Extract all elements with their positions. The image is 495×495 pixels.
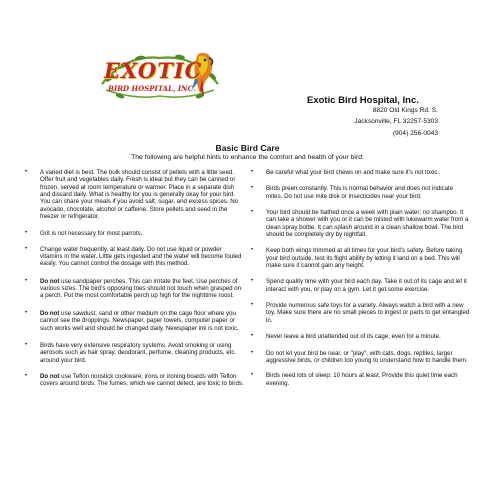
care-tip-item bbox=[25, 245, 245, 268]
bullet-icon: • bbox=[251, 209, 254, 216]
care-tip-item bbox=[251, 169, 471, 176]
care-tip-text: Never leave a bird unattended out of its cage, even for a minute. bbox=[266, 333, 441, 341]
care-tip-text: use sandpaper perches. This can irritate the feet. Use perches of various sizes. The bird's opposing toes should not touch when grasped on a perch. Put the most comfortable perch up high for the nighttime roost. bbox=[40, 277, 242, 300]
care-tip-item bbox=[25, 372, 245, 388]
bullet-icon: • bbox=[25, 230, 28, 237]
care-tip-item bbox=[251, 185, 471, 200]
care-tip-text: Birds need lots of sleep; 10 hours at least. Provide this quiet time each evening. bbox=[266, 372, 458, 387]
bullet-icon: • bbox=[251, 278, 254, 285]
care-tip-text: Birds have very extensive respiratory systems. Avoid smoking or using aerosols such as hair spray, deodorant, perfume, cleaning products, etc. around your bird. bbox=[40, 341, 237, 364]
care-tip-text: use sawdust, sand or other medium on the cage floor where you cannot see the droppings. Newspaper, paper towels, computer paper or such works well and should be changed daily. Newspaper ink is not toxic. bbox=[40, 309, 239, 332]
bullet-icon: • bbox=[25, 341, 28, 348]
hospital-logo bbox=[96, 44, 224, 114]
care-tip-item bbox=[251, 302, 471, 324]
care-tip-text: Grit is not necessary for most parrots. bbox=[40, 230, 143, 238]
care-tip-text: use Teflon nonstick cookware, irons or ironing boards with Teflon covers around birds. The fumes, which we cannot detect, are toxic to birds. bbox=[40, 372, 244, 388]
care-tip-text: Change water frequently, at least daily. Do not use liquid or powder vitamins in the water. Little gets ingested and the water will become fouled easily. You cannot control the dosage with this method. bbox=[40, 245, 242, 268]
care-tip-item bbox=[251, 372, 471, 387]
logo-text-bird-hospital: BIRD HOSPITAL, INC. bbox=[108, 84, 196, 93]
care-tips-right-column bbox=[251, 169, 471, 387]
page-title: Basic Bird Care bbox=[215, 143, 280, 153]
care-tips-left-column bbox=[25, 169, 245, 388]
care-tip-emphasis: Do not bbox=[40, 372, 60, 380]
bullet-icon: • bbox=[251, 333, 254, 340]
care-tip-text: Do not let your bird be near, or "play", with cats, dogs, reptiles, larger aggressive birds, or children too young to understand how to handle them. bbox=[266, 349, 468, 364]
bullet-icon: • bbox=[251, 302, 254, 309]
bullet-icon: • bbox=[251, 349, 254, 356]
care-tip-emphasis: Do not bbox=[40, 309, 60, 317]
care-tip-emphasis: Do not bbox=[40, 277, 60, 285]
care-tip-item bbox=[25, 341, 245, 364]
care-tip-item bbox=[251, 333, 471, 341]
phone-number: (904) 256-0043 bbox=[392, 130, 438, 137]
logo-text-exotic: EXOTIC bbox=[104, 58, 203, 83]
care-tip-item bbox=[25, 230, 245, 238]
address-line-1: 8820 Old Kings Rd. S. bbox=[372, 107, 438, 114]
care-tip-text: Provide numerous safe toys for a variety. Always watch a bird with a new toy. Make sure there are no small pieces to ingest or parts to get entangled in. bbox=[266, 302, 470, 324]
care-tip-text: Be careful what your bird chews on and make sure it's not toxic. bbox=[266, 169, 440, 176]
hospital-name: Exotic Bird Hospital, Inc. bbox=[307, 95, 419, 106]
care-tip-item bbox=[25, 309, 245, 332]
page-subtitle: The following are helpful hints to enhance the comfort and health of your bird: bbox=[131, 154, 364, 161]
bullet-icon: • bbox=[25, 309, 28, 316]
bullet-icon: • bbox=[25, 169, 28, 175]
bullet-icon: • bbox=[25, 245, 28, 252]
care-tip-item bbox=[251, 349, 471, 365]
care-tip-item bbox=[251, 278, 471, 293]
bullet-icon: • bbox=[25, 372, 28, 379]
bullet-icon: • bbox=[251, 169, 254, 175]
care-tip-item bbox=[251, 247, 471, 270]
care-tip-text: Your bird should be bathed once a week with plain water; no shampoo. It can take a shower with you or it can be misted with lukewarm water from a clean spray bottle. It can splash around in a clean shallow bowl. The bird should be completely dry by nightfall. bbox=[266, 209, 469, 239]
bullet-icon: • bbox=[251, 372, 254, 379]
care-tip-text: Keep both wings trimmed at all times for your bird's safety. Before taking your bird outside, test its flight ability by letting it land on a bed. This will make sure it cannot gain any height. bbox=[266, 247, 463, 270]
address-line-2: Jacksonville, FL 32257-5303 bbox=[354, 118, 438, 125]
bullet-icon: • bbox=[251, 185, 254, 192]
bullet-icon: • bbox=[251, 247, 254, 254]
care-tip-text: A varied diet is best. The bulk should consist of pellets with a little seed. Offer fruit and vegetables daily. Fresh is ideal but they can be canned or frozen, served at room temperature or warmer. Place in a separate dish and discard daily. What is healthy for you is generally okay for your bird. You can share your meals if you avoid salt, sugar, and excess spices. No avocado, chocolate, alcohol or caffeine. Store pellets and seed in the freezer or refrigerator. bbox=[40, 169, 239, 221]
care-tip-text: Spend quality time with your bird each day. Take it out of its cage and let it interact with you, or play on a gym. Let it get some exercise. bbox=[266, 278, 467, 293]
care-tip-item bbox=[25, 169, 245, 221]
care-tip-text: Birds preen constantly. This is normal behavior and does not indicate mites. Do not use mite disk or insecticides near your bird. bbox=[266, 185, 454, 200]
care-tip-item bbox=[25, 277, 245, 300]
bullet-icon: • bbox=[25, 277, 28, 284]
care-tip-item bbox=[251, 209, 471, 239]
